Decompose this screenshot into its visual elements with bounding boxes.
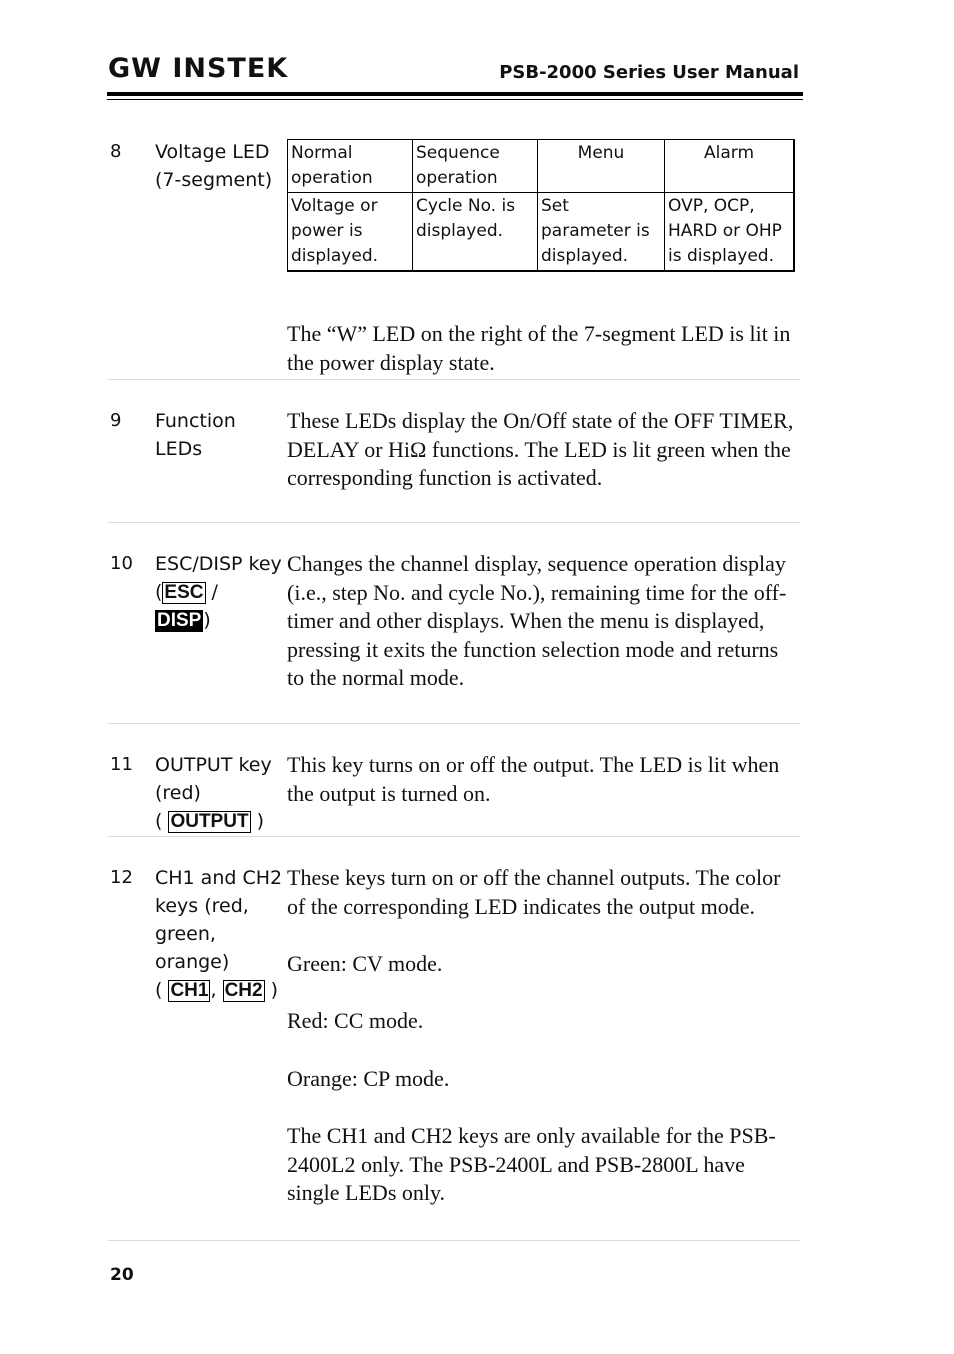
- table-header-cell: Sequence operation: [413, 140, 538, 193]
- entry-separator: [108, 379, 800, 380]
- table-header-cell: Alarm: [665, 140, 795, 193]
- label-text: ESC/DISP key (: [155, 553, 282, 603]
- description-paragraph: Green: CV mode.: [287, 950, 443, 976]
- label-text: CH1 and CH2 keys (red, green, orange): [155, 867, 283, 973]
- label-text: (: [155, 979, 169, 1001]
- entry-label: [155, 751, 285, 835]
- entry-label: [155, 864, 285, 1004]
- entry-separator: [108, 836, 800, 837]
- description-paragraph: The CH1 and CH2 keys are only available for the PSB-2400L2 only. The PSB-2400L and PSB-2800L have single LEDs only.: [287, 1123, 776, 1205]
- entry-number: 8: [110, 141, 122, 162]
- label-text: (: [155, 810, 169, 832]
- entry-separator: [108, 723, 800, 724]
- table-header-cell: Menu: [538, 140, 665, 193]
- output-key: OUTPUT: [170, 811, 249, 832]
- entry-separator: [108, 522, 800, 523]
- description-paragraph: Red: CC mode.: [287, 1008, 424, 1033]
- entry-label: Function LEDs: [155, 410, 236, 460]
- entry-description: [287, 864, 799, 1208]
- voltage-led-table: [287, 139, 795, 272]
- label-text: ,: [210, 979, 223, 1001]
- entry-number: 12: [110, 867, 133, 888]
- label-text: /: [205, 581, 218, 603]
- brand-logo: GW INSTEK: [108, 53, 289, 84]
- table-header-row: [288, 140, 795, 193]
- entry-separator: [108, 1240, 800, 1241]
- entry-number: 11: [110, 754, 133, 775]
- label-text: OUTPUT key (red): [155, 754, 272, 804]
- table-cell: Voltage or power is displayed.: [288, 193, 413, 272]
- ch2-key: CH2: [224, 980, 263, 1001]
- label-text: ): [250, 810, 265, 832]
- entry-description: This key turns on or off the output. The LED is lit when the output is turned on.: [287, 752, 780, 806]
- disp-key: DISP: [157, 610, 202, 631]
- entry-label: Voltage LED (7-segment): [155, 141, 273, 191]
- description-paragraph: These keys turn on or off the channel outputs. The color of the corresponding LED indicates the output mode.: [287, 865, 781, 919]
- entry-number: 10: [110, 553, 133, 574]
- table-row: [288, 193, 795, 272]
- description-paragraph: Orange: CP mode.: [287, 1065, 450, 1091]
- page-number: 20: [110, 1265, 134, 1285]
- label-text: ): [264, 979, 279, 1001]
- label-text: ): [203, 609, 211, 631]
- table-cell: Set parameter is displayed.: [538, 193, 665, 272]
- header-rule-thin: [107, 99, 803, 100]
- table-header-cell: Normal operation: [288, 140, 413, 193]
- entry-number: 9: [110, 410, 122, 431]
- entry-description: Changes the channel display, sequence operation display (i.e., step No. and cycle No.), remaining time for the off-timer and other displays. When the menu is displayed, pressing it exits the function selection mode and returns to the normal mode.: [287, 551, 787, 690]
- table-cell: Cycle No. is displayed.: [413, 193, 538, 272]
- entry-label: [155, 550, 285, 634]
- document-title: PSB-2000 Series User Manual: [499, 62, 799, 83]
- esc-key: ESC: [164, 582, 204, 603]
- ch1-key: CH1: [170, 980, 209, 1001]
- table-cell: OVP, OCP, HARD or OHP is displayed.: [665, 193, 795, 272]
- header-rule: [107, 92, 803, 96]
- entry-description: These LEDs display the On/Off state of the OFF TIMER, DELAY or HiΩ functions. The LED is lit green when the corresponding function is activated.: [287, 408, 794, 490]
- entry-description: The “W” LED on the right of the 7-segment LED is lit in the power display state.: [287, 321, 791, 375]
